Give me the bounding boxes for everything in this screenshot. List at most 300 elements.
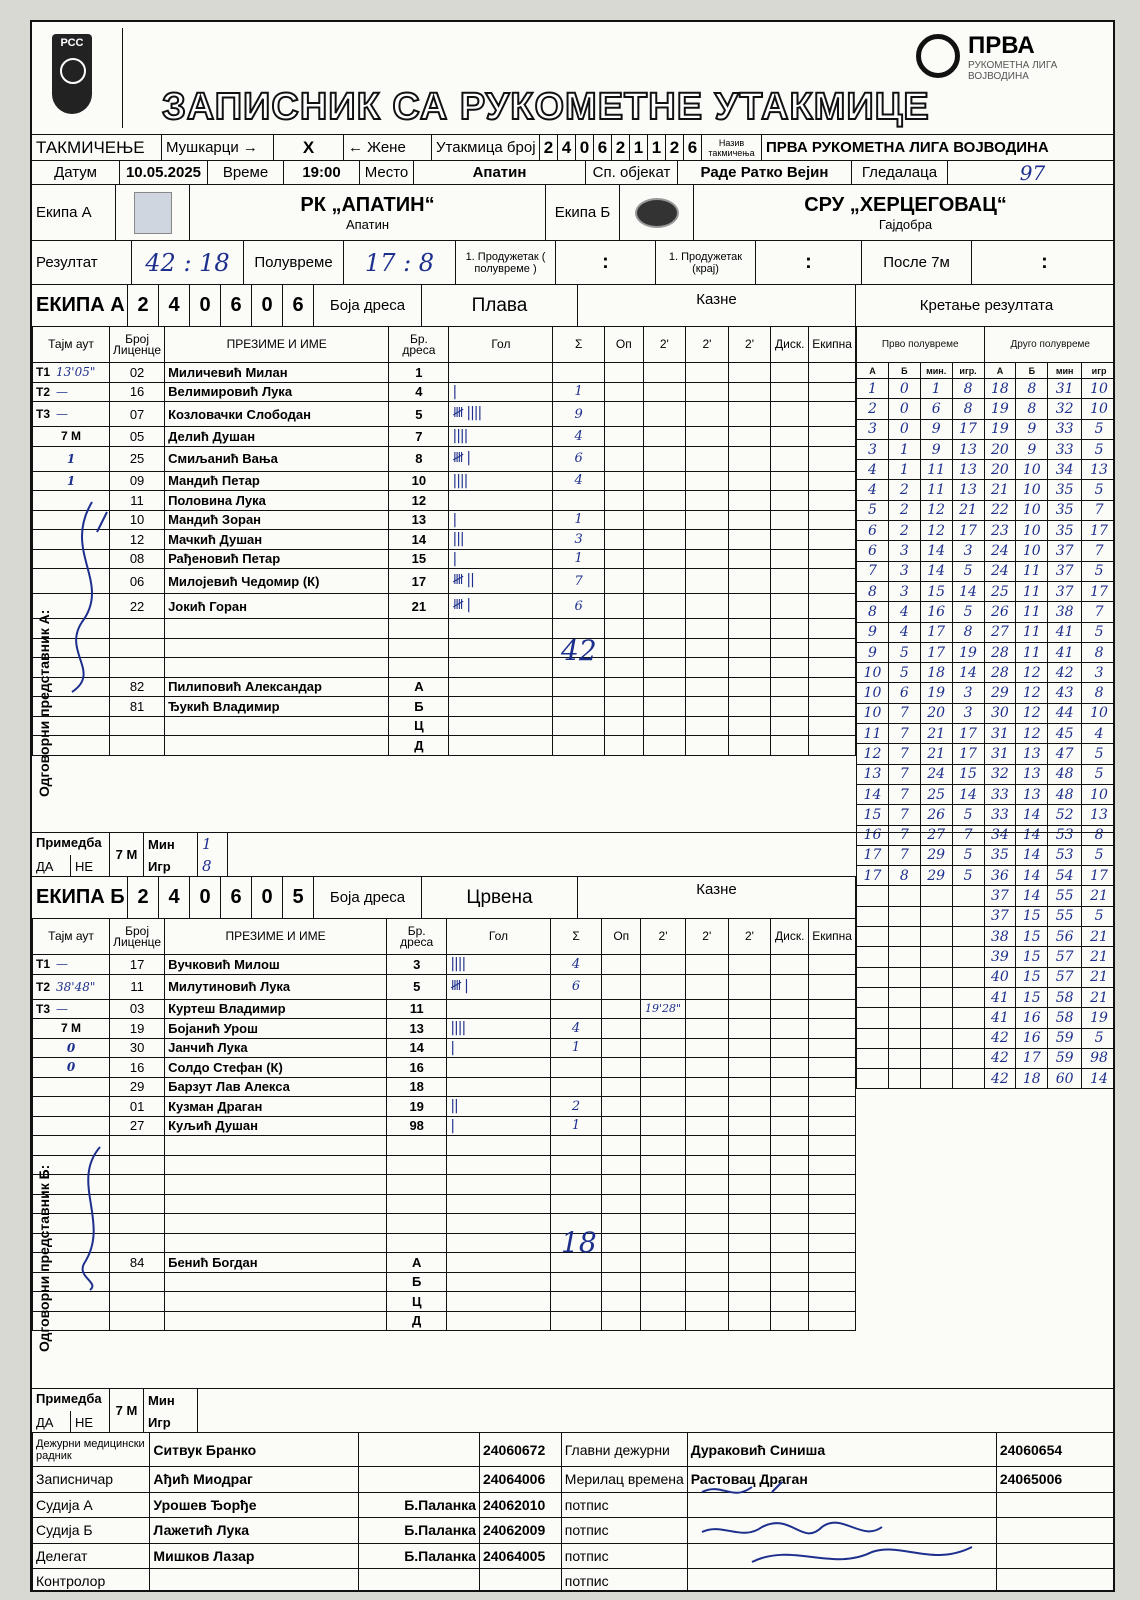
score-cell: 16 [920, 602, 952, 622]
penalty-cell [771, 1214, 809, 1234]
penalty-cell [641, 1077, 686, 1097]
penalty-cell [602, 1272, 641, 1292]
score-cell: 12 [1016, 703, 1048, 723]
score-cell: 17 [952, 419, 984, 439]
penalty-cell [771, 402, 809, 427]
penalty-cell [686, 510, 729, 530]
league-logo [916, 30, 1106, 90]
team-total: 42 [561, 634, 597, 667]
penalty-cell [728, 402, 771, 427]
score-cell [857, 927, 889, 947]
col-header-timeout: Тајм аут [33, 327, 110, 363]
score-cell [952, 1048, 984, 1068]
score-row [857, 927, 1116, 947]
timeout-cell[interactable] [33, 1058, 110, 1078]
timeout-value: — [56, 384, 69, 399]
score-cell [857, 987, 889, 1007]
team-a-code-digit: 6 [283, 285, 314, 326]
score-cell: 41 [1048, 642, 1082, 662]
penalty-cell [728, 999, 771, 1019]
player-name: Барзут Лав Алекса [165, 1077, 387, 1097]
team-b-no[interactable]: НЕ [71, 1411, 110, 1433]
penalty-cell [809, 1097, 856, 1117]
penalty-cell [728, 974, 771, 999]
score-cell: 37 [984, 886, 1016, 906]
lic: 27 [110, 1116, 165, 1136]
penalty-cell [728, 569, 771, 594]
penalty-cell [686, 427, 729, 447]
score-cell: 1 [888, 460, 920, 480]
penalty-cell [605, 697, 644, 717]
score-half-row [857, 327, 1116, 363]
player-name: Куртеш Владимир [165, 999, 387, 1019]
penalty-cell [728, 446, 771, 471]
penalty-cell [686, 471, 729, 491]
penalty-cell [605, 402, 644, 427]
score-row [857, 500, 1116, 520]
ot1-end-label: 1. Продужетак (крај) [656, 241, 756, 284]
score-cell: 31 [1048, 379, 1082, 399]
jersey-number: 16 [387, 1058, 447, 1078]
empty-cell [165, 1136, 387, 1156]
official-duty-name: Дураковић Синиша [687, 1433, 996, 1467]
penalty-cell [685, 955, 728, 975]
jersey-number: 21 [389, 594, 449, 619]
score-cell: 21 [1082, 947, 1115, 967]
timeout-value: 38'48" [56, 979, 96, 994]
penalty-cell [686, 619, 729, 639]
score-cell: 14 [1016, 866, 1048, 886]
penalty-cell [809, 638, 856, 658]
score-cell: 1 [888, 439, 920, 459]
penalty-cell [602, 1097, 641, 1117]
lic: 03 [110, 999, 165, 1019]
score-cell: 37 [984, 906, 1016, 926]
score-cell: 35 [1048, 480, 1082, 500]
penalty-cell [686, 594, 729, 619]
penalty-cell [728, 1253, 771, 1273]
score-cell [888, 1008, 920, 1028]
men-mark[interactable]: Х [274, 135, 344, 160]
penalty-cell [771, 1175, 809, 1195]
team-a-yes[interactable]: ДА [32, 855, 71, 877]
score-cell: 8 [857, 581, 889, 601]
timeout-cell[interactable] [33, 1019, 110, 1039]
score-cell: 24 [984, 541, 1016, 561]
competition-row [32, 134, 1113, 160]
score-cell [952, 1028, 984, 1048]
score-row [857, 1028, 1116, 1048]
score-cell: 3 [952, 541, 984, 561]
score-cell: 26 [920, 805, 952, 825]
team-a-min-value: 1 [198, 833, 228, 855]
jersey-number: 4 [389, 382, 449, 402]
penalty-cell [685, 1155, 728, 1175]
team-a-label: Екипа А [32, 185, 116, 240]
match-no-digit: 4 [558, 135, 576, 160]
timeout-cell[interactable] [33, 363, 110, 383]
goal-tally: 𝍸 | [447, 974, 550, 999]
penalty-cell [641, 1311, 686, 1331]
empty-cell [447, 1214, 550, 1234]
penalty-cell [728, 382, 771, 402]
penalty-cell [605, 569, 644, 594]
score-cell: 41 [1048, 622, 1082, 642]
penalty-cell [641, 1233, 686, 1253]
score-cell: 5 [1082, 845, 1115, 865]
team-b-code-digit: 4 [159, 877, 190, 918]
score-cell: 8 [1016, 379, 1048, 399]
penalty-cell [605, 638, 644, 658]
timeout-cell[interactable] [33, 402, 110, 427]
team-a-name: РК „АПАТИН“ [300, 193, 435, 216]
spectators-label: Гледалаца [852, 161, 948, 184]
penalty-cell [809, 1136, 856, 1156]
score-cell: 1 [857, 379, 889, 399]
sevenm-value: 0 [66, 1040, 76, 1055]
score-cell: 7 [888, 764, 920, 784]
score-cell: 42 [1048, 663, 1082, 683]
penalty-cell [771, 491, 809, 511]
score-cell: 35 [1048, 521, 1082, 541]
score-cell: 8 [952, 399, 984, 419]
penalty-cell [728, 1155, 771, 1175]
score-cell [952, 1069, 984, 1089]
empty-cell [447, 1175, 550, 1195]
timeout-value: — [56, 407, 69, 421]
place-value: Апатин [414, 161, 586, 184]
penalty-cell [809, 1253, 856, 1273]
penalty-cell [771, 1292, 809, 1312]
timeout-cell[interactable] [33, 955, 110, 975]
score-cell: 35 [984, 845, 1016, 865]
timeout-value: — [56, 957, 69, 972]
official-duty-license [996, 1543, 1115, 1569]
score-row [857, 784, 1116, 804]
score-cell: 36 [984, 866, 1016, 886]
score-row [857, 703, 1116, 723]
team-a-code-digit: 2 [128, 285, 159, 326]
ot1-half-label: 1. Продужетак ( полувреме ) [456, 241, 556, 284]
table-row [33, 1155, 856, 1175]
official-name [165, 1272, 387, 1292]
sevenm-label: 7 М [61, 1021, 82, 1036]
score-cell: 17 [1082, 521, 1115, 541]
col-header-p1: 2' [641, 919, 686, 955]
lic: 17 [110, 955, 165, 975]
team-b-jersey-label: Боја дреса [314, 877, 422, 918]
score-cell: 9 [857, 642, 889, 662]
goal-sum: 1 [553, 549, 605, 569]
penalty-cell [602, 1311, 641, 1331]
jersey-number: 1 [389, 363, 449, 383]
empty-cell [389, 658, 449, 678]
score-cell: 25 [984, 581, 1016, 601]
score-cell: 5 [952, 602, 984, 622]
score-cell: 3 [952, 683, 984, 703]
score-cell: 59 [1048, 1028, 1082, 1048]
report-header [32, 22, 1113, 134]
penalty-cell [643, 549, 686, 569]
table-row [33, 471, 856, 491]
score-cell: 21 [984, 480, 1016, 500]
score-cell: 21 [1082, 987, 1115, 1007]
jersey-number: 98 [387, 1116, 447, 1136]
penalty-cell [641, 955, 686, 975]
lic: 22 [110, 594, 165, 619]
match-no-digit: 0 [576, 135, 594, 160]
official-duty-label: потпис [561, 1543, 687, 1569]
score-cell: 8 [952, 622, 984, 642]
goal-sum [553, 736, 605, 756]
goal-sum: 4 [550, 1019, 602, 1039]
penalty-cell [605, 510, 644, 530]
score-cell: 7 [888, 744, 920, 764]
penalty-cell [641, 1175, 686, 1195]
score-cell [920, 987, 952, 1007]
official-license: 24064005 [479, 1543, 561, 1569]
official-name [165, 1311, 387, 1331]
penalty-cell [771, 658, 809, 678]
score-cell: 2 [888, 521, 920, 541]
table-row [33, 1272, 856, 1292]
official-role: Ц [387, 1292, 447, 1312]
table-row [33, 974, 856, 999]
penalty-cell [728, 736, 771, 756]
penalty-cell [728, 1233, 771, 1253]
penalty-cell [728, 363, 771, 383]
penalty-cell [641, 1116, 686, 1136]
penalty-cell [605, 471, 644, 491]
score-row [857, 379, 1116, 399]
official-city [358, 1433, 479, 1467]
team-a-remark-row [32, 832, 1113, 876]
score-cell: 29 [920, 845, 952, 865]
penalty-cell [685, 999, 728, 1019]
col-header-no: Бр. дреса [389, 327, 449, 363]
penalty-cell [641, 1253, 686, 1273]
score-cell [952, 927, 984, 947]
penalty-cell [602, 955, 641, 975]
penalty-cell [641, 1058, 686, 1078]
sevenm-label: 7 М [61, 429, 82, 444]
penalty-cell [728, 1038, 771, 1058]
score-cell: 39 [984, 947, 1016, 967]
timeout-cell[interactable] [33, 382, 110, 402]
score-cell: 13 [1016, 764, 1048, 784]
score-cell: 29 [984, 683, 1016, 703]
penalty-cell [809, 549, 856, 569]
penalty-cell [643, 471, 686, 491]
lic: 02 [110, 363, 165, 383]
goal-sum: 4 [550, 955, 602, 975]
goal-tally: ||| [449, 530, 553, 550]
team-b-jersey: Црвена [422, 877, 578, 918]
score-cell: 8 [1082, 825, 1115, 845]
table-row [33, 955, 856, 975]
penalty-cell [809, 1272, 856, 1292]
penalty-cell [771, 1233, 809, 1253]
official-role-label: Делегат [33, 1543, 150, 1569]
penalty-cell [643, 382, 686, 402]
match-no-digit: 2 [666, 135, 684, 160]
officials-signatures [692, 1472, 1012, 1582]
score-cell: 19 [984, 399, 1016, 419]
score-cell [888, 886, 920, 906]
score-col-header: А [984, 363, 1016, 379]
score-col-header: А [857, 363, 889, 379]
score-cell: 21 [1082, 927, 1115, 947]
score-cell: 0 [888, 399, 920, 419]
score-cell: 12 [1016, 683, 1048, 703]
timeout-cell[interactable] [33, 1097, 110, 1117]
score-cell: 3 [952, 703, 984, 723]
timeout-cell[interactable] [33, 1116, 110, 1136]
team-b-yes[interactable]: ДА [32, 1411, 71, 1433]
score-cell: 11 [1016, 622, 1048, 642]
score-cell: 5 [952, 866, 984, 886]
penalty-cell [771, 1077, 809, 1097]
penalty-cell [728, 1194, 771, 1214]
score-cell [857, 886, 889, 906]
score-cell: 3 [888, 541, 920, 561]
score-cell: 5 [1082, 906, 1115, 926]
goal-tally: 𝍸 || [449, 569, 553, 594]
score-cell: 17 [920, 642, 952, 662]
penalty-cell [771, 549, 809, 569]
penalty-cell [643, 446, 686, 471]
penalty-cell [602, 1019, 641, 1039]
jersey-number: 18 [387, 1077, 447, 1097]
score-cell: 7 [888, 724, 920, 744]
penalty-cell [728, 619, 771, 639]
team-a-rep-signature [52, 492, 122, 702]
penalty-cell [686, 446, 729, 471]
score-cell: 31 [984, 724, 1016, 744]
penalty-cell [602, 1292, 641, 1312]
timeout-cell[interactable] [33, 446, 110, 471]
penalty-cell [641, 1272, 686, 1292]
penalty-cell [605, 619, 644, 639]
league-logo-big: ПРВА [968, 32, 1035, 59]
score-row [857, 764, 1116, 784]
penalty-cell [771, 1019, 809, 1039]
timeout-cell[interactable] [33, 1038, 110, 1058]
score-cell [952, 886, 984, 906]
empty-cell [447, 1194, 550, 1214]
score-cell [888, 987, 920, 1007]
penalty-cell [643, 569, 686, 594]
goal-sum [550, 1272, 602, 1292]
penalty-cell [771, 446, 809, 471]
score-cell: 7 [888, 784, 920, 804]
score-cell: 34 [984, 825, 1016, 845]
score-row [857, 967, 1116, 987]
lic: 29 [110, 1077, 165, 1097]
penalty-cell [728, 427, 771, 447]
score-cell: 53 [1048, 825, 1082, 845]
score-cell: 5 [952, 561, 984, 581]
official-duty-label: потпис [561, 1569, 687, 1593]
penalty-cell [771, 530, 809, 550]
goal-tally: || [447, 1097, 550, 1117]
score-cell: 53 [1048, 845, 1082, 865]
penalty-cell [728, 1136, 771, 1156]
official-role: Ц [389, 716, 449, 736]
timeout-label: Т3 [36, 1001, 51, 1016]
table-row [33, 402, 856, 427]
lic: 19 [110, 1019, 165, 1039]
jersey-number: 17 [389, 569, 449, 594]
timeout-cell[interactable] [33, 471, 110, 491]
score-cell: 8 [1082, 683, 1115, 703]
official-name [165, 716, 389, 736]
result-row [32, 240, 1113, 284]
timeout-cell[interactable] [33, 974, 110, 999]
penalty-cell [771, 1136, 809, 1156]
penalty-cell [643, 427, 686, 447]
score-cell [920, 1008, 952, 1028]
score-cell: 15 [1016, 987, 1048, 1007]
goal-tally: |||| [449, 471, 553, 491]
score-cell [857, 1069, 889, 1089]
score-row [857, 805, 1116, 825]
score-cell: 42 [984, 1048, 1016, 1068]
score-cell [952, 967, 984, 987]
goal-sum: 1 [550, 1038, 602, 1058]
penalty-cell [809, 1077, 856, 1097]
jersey-number: 13 [389, 510, 449, 530]
official-lic: 82 [110, 677, 165, 697]
score-cell: 7 [888, 703, 920, 723]
score-cell [888, 1028, 920, 1048]
table-row [33, 594, 856, 619]
score-cell: 27 [920, 825, 952, 845]
date-row [32, 160, 1113, 184]
score-cell: 9 [920, 439, 952, 459]
score-cell: 18 [984, 379, 1016, 399]
score-cell: 42 [984, 1028, 1016, 1048]
col-header-p2: 2' [685, 919, 728, 955]
score-cell: 40 [984, 967, 1016, 987]
timeout-cell[interactable] [33, 999, 110, 1019]
penalty-cell [685, 1214, 728, 1234]
penalty-cell [809, 382, 856, 402]
score-cell: 28 [984, 642, 1016, 662]
penalty-cell [809, 1019, 856, 1039]
official-role: Б [387, 1272, 447, 1292]
timeout-cell[interactable] [33, 1077, 110, 1097]
team-a-no[interactable]: НЕ [71, 855, 110, 877]
player-name: Половина Лука [165, 491, 389, 511]
lic: 06 [110, 569, 165, 594]
score-cell: 13 [1016, 784, 1048, 804]
score-cell: 5 [1082, 622, 1115, 642]
penalty-cell [809, 697, 856, 717]
score-cell: 17 [952, 521, 984, 541]
score-cell: 4 [857, 480, 889, 500]
score-cell: 3 [857, 419, 889, 439]
score-cell: 9 [857, 622, 889, 642]
score-cell: 8 [1082, 642, 1115, 662]
col-header-lic: Број Лиценце [110, 327, 165, 363]
official-duty-license [996, 1569, 1115, 1593]
penalty-cell [602, 1077, 641, 1097]
timeout-cell[interactable] [33, 427, 110, 447]
score-cell: 12 [1016, 663, 1048, 683]
score-cell: 20 [920, 703, 952, 723]
table-row [33, 1214, 856, 1234]
